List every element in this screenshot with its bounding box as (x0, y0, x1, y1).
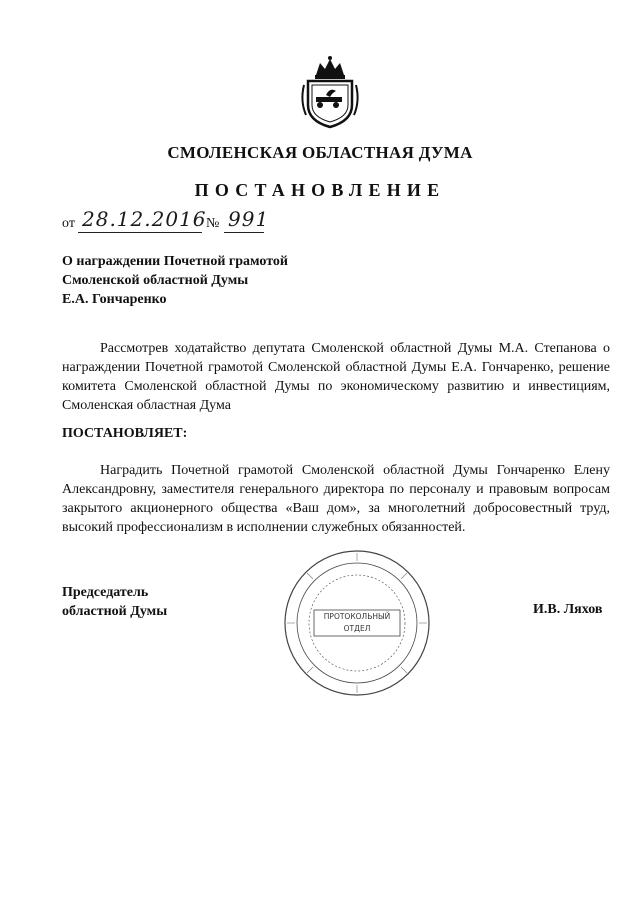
stamp-center-line-1: ПРОТОКОЛЬНЫЙ (323, 612, 391, 621)
document-type-title: ПОСТАНОВЛЕНИЕ (194, 180, 446, 200)
official-stamp (282, 548, 432, 698)
date-underline (78, 232, 202, 233)
subject-line-3: Е.А. Гончаренко (62, 292, 167, 307)
subject-line-2: Смоленской областной Думы (62, 273, 249, 288)
number-underline (224, 232, 264, 233)
body-paragraph-1: Рассмотрев ходатайство депутата Смоленской областной Думы М.А. Степанова о награждении Почетной грамотой Смоленской областной Думы Е.А. Гончаренко, решение комитета Смоленской областной Думы по экономическому развитию и инвестициям, Смоленская областная Дума (62, 341, 610, 413)
subject-line-1: О награждении Почетной грамотой (62, 254, 288, 269)
signer-position (62, 583, 167, 621)
organization-title: СМОЛЕНСКАЯ ОБЛАСТНАЯ ДУМА (167, 143, 473, 162)
date-prefix: от (62, 216, 75, 231)
handwritten-number: 991 (228, 207, 270, 231)
subject-block (62, 252, 288, 309)
handwritten-date: 28.12.2016 (82, 207, 207, 231)
body-paragraph-2: Наградить Почетной грамотой Смоленской областной Думы Гончаренко Елену Александровну, заместителя генерального директора по персоналу и правовым вопросам закрытого акционерного общества «Ваш дом», за многолетний добросовестный труд, высокий профессионализм в исполнении служебных обязанностей. (62, 463, 610, 535)
resolves-heading: ПОСТАНОВЛЯЕТ: (62, 426, 188, 441)
signer-position-line-1: Председатель (62, 585, 149, 600)
number-prefix: № (206, 216, 220, 231)
stamp-center-line-2: ОТДЕЛ (343, 624, 371, 633)
signer-position-line-2: областной Думы (62, 604, 168, 619)
signer-name: И.В. Ляхов (533, 602, 603, 617)
date-number-line (62, 207, 302, 234)
coat-of-arms-icon (298, 55, 362, 129)
